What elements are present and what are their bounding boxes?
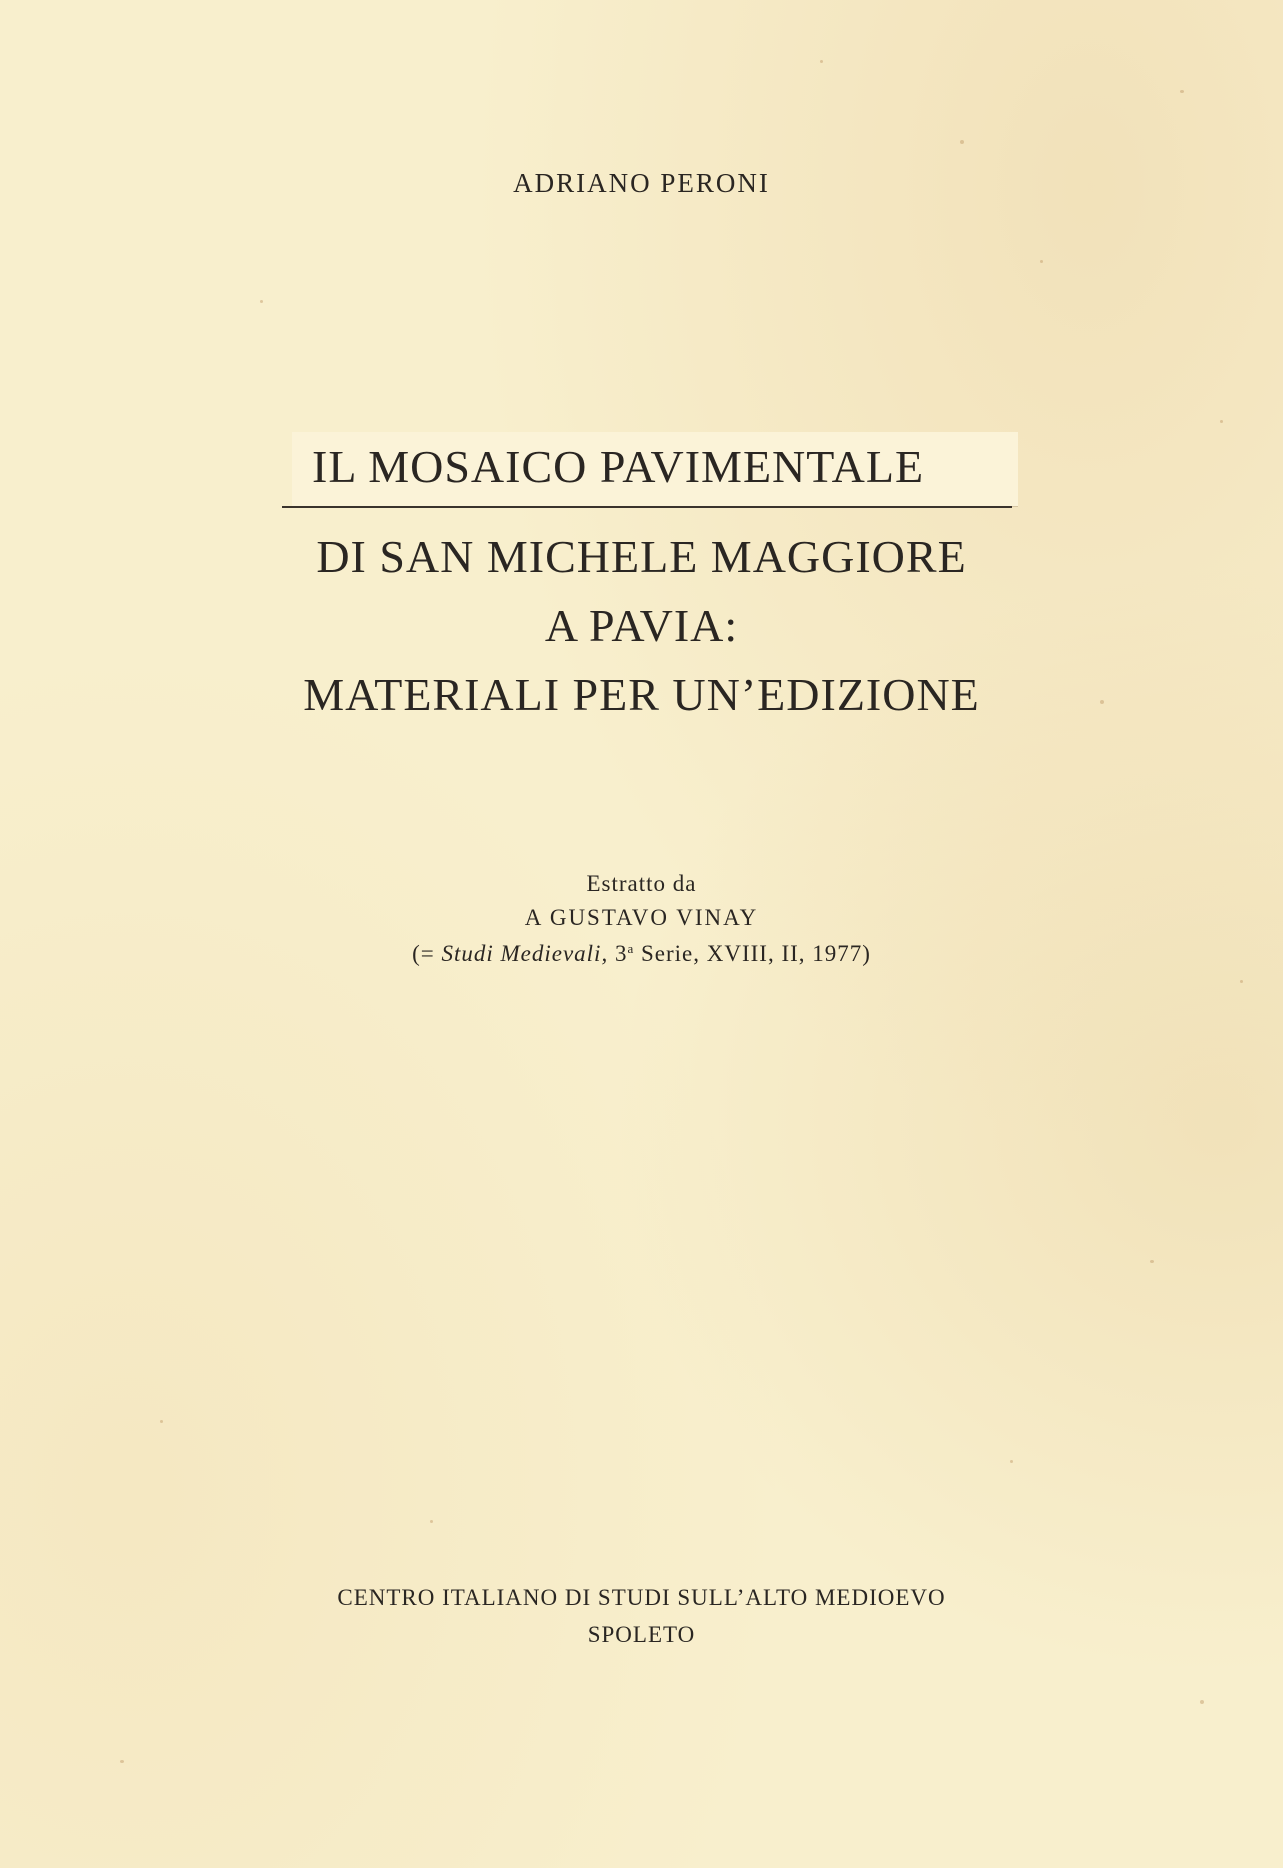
title-line-3: A PAVIA:	[544, 600, 739, 651]
extract-label: Estratto da	[586, 871, 697, 896]
series-number: 3	[608, 941, 628, 966]
series-superscript: a	[627, 941, 635, 956]
title-line-4: MATERIALI PER UN’EDIZIONE	[303, 669, 980, 720]
extract-citation	[0, 941, 1283, 967]
citation-rest: Serie, XVIII, II, 1977)	[634, 941, 871, 966]
publisher-city: SPOLETO	[587, 1622, 696, 1647]
journal-title: Studi Medievali,	[441, 941, 609, 966]
title-underline	[282, 506, 1012, 508]
author-name: ADRIANO PERONI	[513, 168, 770, 198]
citation-prefix: (=	[412, 941, 442, 966]
publisher-name: CENTRO ITALIANO DI STUDI SULL’ALTO MEDIOEVO	[337, 1585, 946, 1610]
title-line-2: DI SAN MICHELE MAGGIORE	[316, 531, 967, 582]
extract-dedication: A GUSTAVO VINAY	[524, 905, 759, 930]
title-line-1: IL MOSAICO PAVIMENTALE	[312, 441, 925, 492]
